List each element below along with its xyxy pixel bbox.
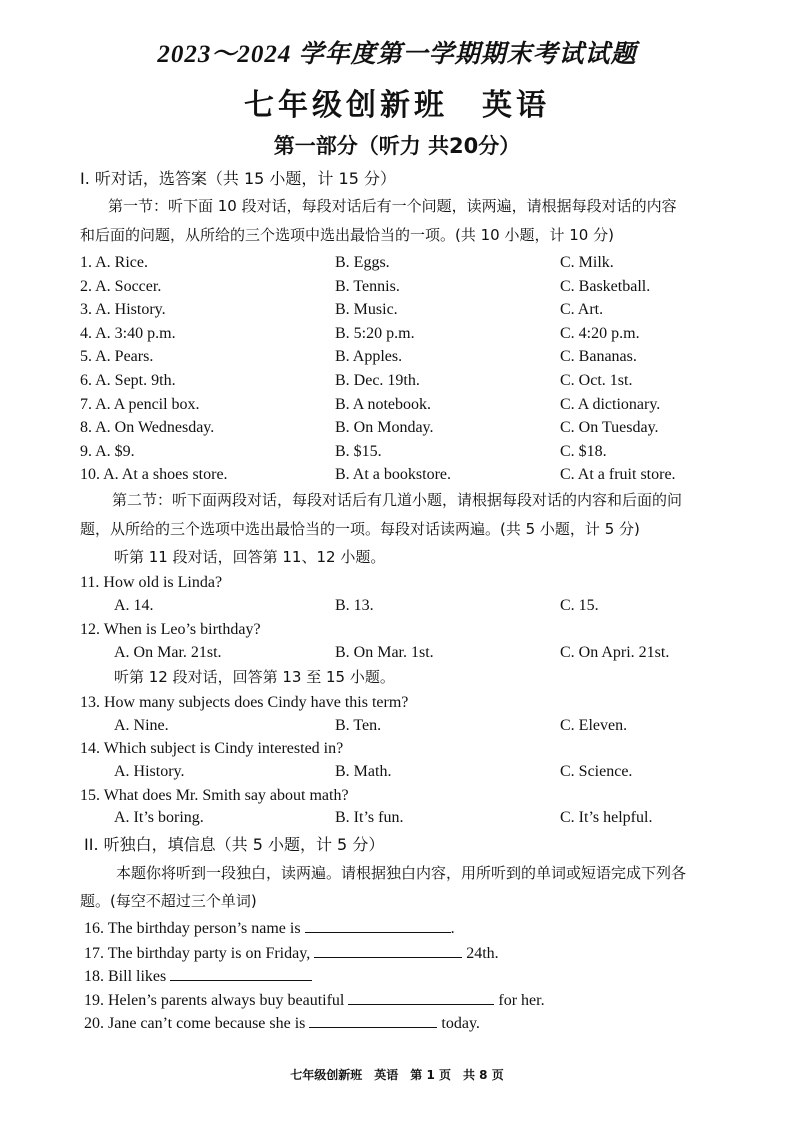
option-11b: B. 13. xyxy=(335,597,374,614)
mc-2-option-a: 2. A. Soccer. xyxy=(80,278,162,295)
option-15a: A. It’s boring. xyxy=(114,809,204,826)
mc-9-option-a: 9. A. $9. xyxy=(80,443,135,460)
question-20-text: 20. Jane can’t come because she is xyxy=(84,1015,306,1032)
mc-4-option-a: 4. A. 3:40 p.m. xyxy=(80,325,176,342)
question-20-end: today. xyxy=(441,1015,480,1032)
answer-blank-20[interactable] xyxy=(309,1013,437,1028)
mc-9-option-b: B. $15. xyxy=(335,443,382,460)
section1-heading: I. 听对话，选答案（共 15 小题，计 15 分） xyxy=(80,169,396,188)
answer-blank-18[interactable] xyxy=(170,966,312,981)
option-13a: A. Nine. xyxy=(114,717,169,734)
fill-question-20 xyxy=(84,1013,480,1035)
mc-1-option-b: B. Eggs. xyxy=(335,254,390,271)
fill-question-16 xyxy=(84,918,455,940)
question-13: 13. How many subjects does Cindy have this term? xyxy=(80,694,409,711)
fill-question-19 xyxy=(84,990,545,1012)
section1-part2-instruction-line1: 第二节：听下面两段对话，每段对话后有几道小题，请根据每段对话的内容和后面的问 xyxy=(112,491,683,509)
section1-instruction-line2: 和后面的问题，从所给的三个选项中选出最恰当的一项。(共 10 小题，计 10 分) xyxy=(80,226,614,244)
mc-6-option-c: C. Oct. 1st. xyxy=(560,372,633,389)
section1-instruction-line1: 第一节：听下面 10 段对话，每段对话后有一个问题，读两遍，请根据每段对话的内容 xyxy=(108,197,677,215)
mc-2-option-c: C. Basketball. xyxy=(560,278,651,295)
page-footer: 七年级创新班 英语 第 1 页 共 8 页 xyxy=(290,1068,504,1082)
option-12c: C. On Apri. 21st. xyxy=(560,644,670,661)
mc-7-option-a: 7. A. A pencil box. xyxy=(80,396,200,413)
mc-4-option-c: C. 4:20 p.m. xyxy=(560,325,640,342)
option-15b: B. It’s fun. xyxy=(335,809,404,826)
mc-10-option-b: B. At a bookstore. xyxy=(335,466,451,483)
mc-5-option-c: C. Bananas. xyxy=(560,348,637,365)
mc-5-option-a: 5. A. Pears. xyxy=(80,348,154,365)
mc-6-option-a: 6. A. Sept. 9th. xyxy=(80,372,176,389)
option-14b: B. Math. xyxy=(335,763,392,780)
exam-subtitle: 七年级创新班 英语 xyxy=(244,88,550,123)
option-12b: B. On Mar. 1st. xyxy=(335,644,434,661)
section2-instruction-line2: 题。(每空不超过三个单词) xyxy=(80,892,257,910)
mc-10-option-a: 10. A. At a shoes store. xyxy=(80,466,228,483)
option-12a: A. On Mar. 21st. xyxy=(114,644,222,661)
mc-9-option-c: C. $18. xyxy=(560,443,607,460)
option-14a: A. History. xyxy=(114,763,185,780)
option-13c: C. Eleven. xyxy=(560,717,628,734)
part-title: 第一部分（听力 共20分） xyxy=(273,134,521,158)
mc-1-option-c: C. Milk. xyxy=(560,254,614,271)
fill-question-18 xyxy=(84,966,312,988)
question-17-text: 17. The birthday party is on Friday, xyxy=(84,945,311,962)
section2-heading: II. 听独白，填信息（共 5 小题，计 5 分） xyxy=(84,835,385,854)
mc-3-option-b: B. Music. xyxy=(335,301,398,318)
answer-blank-16[interactable] xyxy=(305,918,451,933)
mc-3-option-a: 3. A. History. xyxy=(80,301,166,318)
option-15c: C. It’s helpful. xyxy=(560,809,653,826)
option-14c: C. Science. xyxy=(560,763,633,780)
question-18-text: 18. Bill likes xyxy=(84,968,167,985)
mc-3-option-c: C. Art. xyxy=(560,301,604,318)
fill-question-17 xyxy=(84,943,499,965)
option-13b: B. Ten. xyxy=(335,717,382,734)
mc-7-option-c: C. A dictionary. xyxy=(560,396,661,413)
mc-7-option-b: B. A notebook. xyxy=(335,396,432,413)
answer-blank-19[interactable] xyxy=(348,990,494,1005)
question-19-text: 19. Helen’s parents always buy beautiful xyxy=(84,992,345,1009)
mc-8-option-b: B. On Monday. xyxy=(335,419,434,436)
mc-6-option-b: B. Dec. 19th. xyxy=(335,372,420,389)
option-11c: C. 15. xyxy=(560,597,599,614)
section1-part2-instruction-line2: 题，从所给的三个选项中选出最恰当的一项。每段对话读两遍。(共 5 小题，计 5 分) xyxy=(80,520,640,538)
mc-2-option-b: B. Tennis. xyxy=(335,278,400,295)
mc-5-option-b: B. Apples. xyxy=(335,348,403,365)
mc-8-option-a: 8. A. On Wednesday. xyxy=(80,419,215,436)
mc-8-option-c: C. On Tuesday. xyxy=(560,419,659,436)
question-11: 11. How old is Linda? xyxy=(80,574,223,591)
question-12: 12. When is Leo’s birthday? xyxy=(80,621,261,638)
exam-title: 2023～2024 学年度第一学期期末考试试题 xyxy=(157,41,637,68)
option-11a: A. 14. xyxy=(114,597,154,614)
question-19-end: for her. xyxy=(498,992,545,1009)
question-16-text: 16. The birthday person’s name is xyxy=(84,920,301,937)
mc-1-option-a: 1. A. Rice. xyxy=(80,254,148,271)
question-14: 14. Which subject is Cindy interested in? xyxy=(80,740,344,757)
question-15: 15. What does Mr. Smith say about math? xyxy=(80,787,349,804)
dialog-11-note: 听第 11 段对话，回答第 11、12 小题。 xyxy=(114,548,386,566)
section2-instruction-line1: 本题你将听到一段独白，读两遍。请根据独白内容，用所听到的单词或短语完成下列各 xyxy=(116,864,687,882)
mc-10-option-c: C. At a fruit store. xyxy=(560,466,676,483)
answer-blank-17[interactable] xyxy=(314,943,462,958)
question-17-end: 24th. xyxy=(466,945,499,962)
mc-4-option-b: B. 5:20 p.m. xyxy=(335,325,415,342)
question-16-end: . xyxy=(450,920,455,937)
dialog-12-note: 听第 12 段对话，回答第 13 至 15 小题。 xyxy=(114,668,395,686)
